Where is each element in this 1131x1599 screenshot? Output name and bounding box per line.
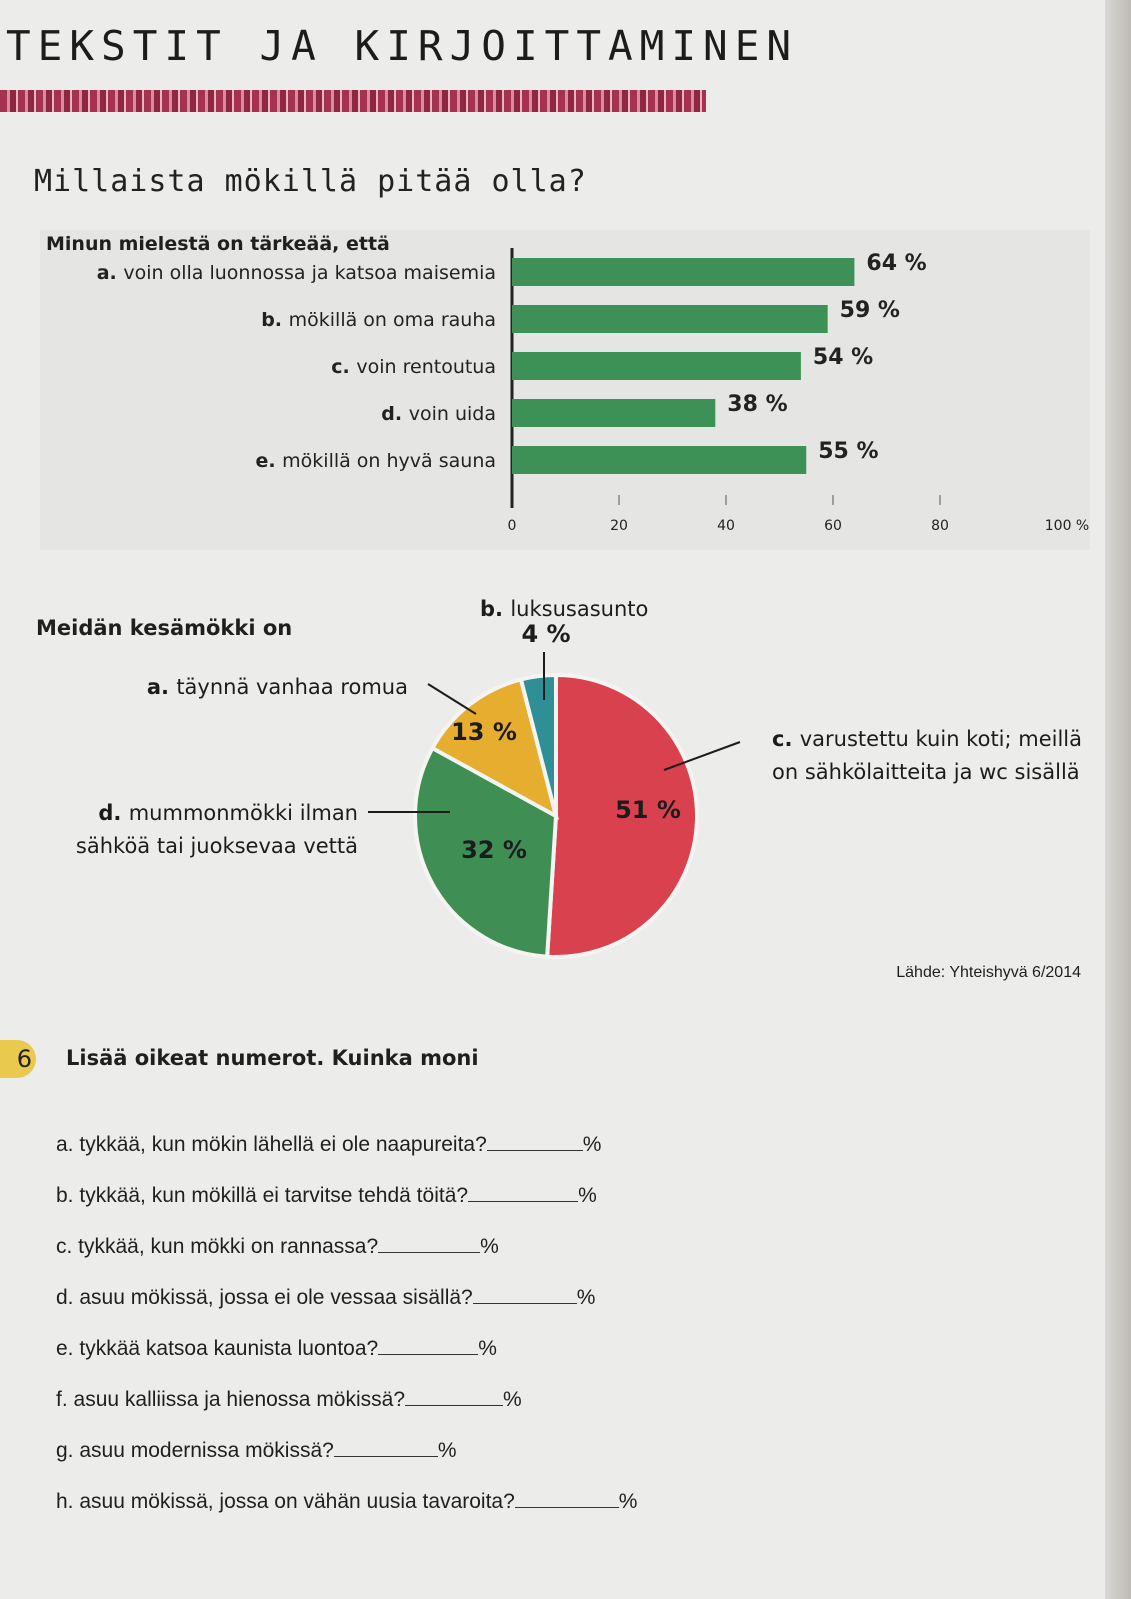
question-item bbox=[56, 1489, 637, 1514]
unit-label: % bbox=[582, 1133, 602, 1156]
pie-value-label: 51 % bbox=[615, 796, 681, 824]
bar-chart bbox=[0, 240, 1131, 540]
bar-axis-tick-label: 100 % bbox=[1044, 518, 1090, 534]
bar-category-label: e. mökillä on hyvä sauna bbox=[255, 450, 496, 472]
bar-axis-tick-label: 80 bbox=[931, 518, 949, 534]
pie-chart bbox=[0, 580, 1131, 980]
answer-blank[interactable] bbox=[515, 1489, 619, 1508]
pie-category-label: on sähkölaitteita ja wc sisällä bbox=[772, 760, 1080, 784]
pie-value-label: 4 % bbox=[521, 620, 571, 648]
question-text: tykkää, kun mökki on rannassa? bbox=[78, 1235, 379, 1258]
answer-blank[interactable] bbox=[405, 1387, 503, 1406]
bar bbox=[512, 352, 801, 380]
question-text: asuu mökissä, jossa on vähän uusia tavaroita? bbox=[79, 1490, 515, 1513]
pie-category-label: b. luksusasunto bbox=[480, 597, 649, 621]
pie-value-label: 32 % bbox=[461, 836, 527, 864]
pie-category-label: d. mummonmökki ilman bbox=[98, 801, 358, 825]
unit-label: % bbox=[578, 1184, 597, 1207]
bar-axis-tick-label: 0 bbox=[507, 518, 517, 534]
answer-blank[interactable] bbox=[378, 1336, 478, 1355]
question-letter: g. bbox=[56, 1439, 80, 1462]
question-text: tykkää, kun mökin lähellä ei ole naapureita? bbox=[79, 1133, 487, 1156]
bar bbox=[512, 446, 806, 474]
pie-category-label: a. täynnä vanhaa romua bbox=[146, 675, 408, 699]
exercise-number-badge: 6 bbox=[0, 1040, 36, 1078]
bar-value-label: 54 % bbox=[812, 345, 874, 370]
decorative-pattern-band bbox=[0, 90, 706, 112]
bar-category-label: d. voin uida bbox=[381, 403, 496, 425]
unit-label: % bbox=[503, 1388, 522, 1411]
bar-axis-tick-label: 40 bbox=[717, 518, 735, 534]
pie-leader-line bbox=[428, 684, 476, 714]
question-text: asuu mökissä, jossa ei ole vessaa sisällä? bbox=[79, 1286, 473, 1309]
bar-axis-tick-label: 60 bbox=[824, 518, 842, 534]
unit-label: % bbox=[480, 1235, 499, 1258]
pie-value-label: 13 % bbox=[451, 718, 517, 746]
question-text: asuu kalliissa ja hienossa mökissä? bbox=[73, 1388, 406, 1411]
bar-value-label: 59 % bbox=[839, 298, 900, 323]
bar-value-label: 55 % bbox=[818, 439, 879, 464]
question-item bbox=[56, 1336, 497, 1361]
question-letter: d. bbox=[56, 1286, 80, 1309]
bar bbox=[512, 258, 854, 286]
question-text: tykkää, kun mökillä ei tarvitse tehdä töitä? bbox=[79, 1184, 469, 1207]
question-letter: f. bbox=[56, 1388, 74, 1411]
question-item bbox=[56, 1132, 601, 1157]
unit-label: % bbox=[576, 1286, 596, 1309]
answer-blank[interactable] bbox=[468, 1183, 578, 1202]
question-item bbox=[56, 1234, 499, 1259]
answer-blank[interactable] bbox=[473, 1285, 577, 1304]
answer-blank[interactable] bbox=[487, 1132, 583, 1151]
question-text: asuu modernissa mökissä? bbox=[79, 1439, 334, 1462]
question-letter: b. bbox=[56, 1184, 80, 1207]
source-note: Lähde: Yhteishyvä 6/2014 bbox=[896, 964, 1081, 981]
bar bbox=[512, 305, 828, 333]
unit-label: % bbox=[618, 1490, 638, 1513]
answer-blank[interactable] bbox=[378, 1234, 480, 1253]
pie-category-label: sähköä tai juoksevaa vettä bbox=[75, 834, 358, 858]
bar bbox=[512, 399, 715, 427]
question-item bbox=[56, 1438, 457, 1463]
question-letter: e. bbox=[56, 1337, 80, 1360]
question-text: tykkää katsoa kaunista luontoa? bbox=[79, 1337, 379, 1360]
bar-category-label: b. mökillä on oma rauha bbox=[261, 309, 496, 331]
question-letter: a. bbox=[56, 1133, 80, 1156]
section-title: TEKSTIT JA KIRJOITTAMINEN bbox=[6, 22, 799, 70]
bar-value-label: 38 % bbox=[727, 392, 788, 417]
page-subtitle: Millaista mökillä pitää olla? bbox=[34, 164, 587, 199]
unit-label: % bbox=[437, 1439, 457, 1462]
bar-axis-tick-label: 20 bbox=[610, 518, 628, 534]
question-letter: h. bbox=[56, 1490, 80, 1513]
question-item bbox=[56, 1387, 522, 1412]
bar-category-label: c. voin rentoutua bbox=[331, 356, 496, 378]
question-item bbox=[56, 1285, 595, 1310]
bar-chart-title: Minun mielestä on tärkeää, että bbox=[46, 233, 390, 255]
bar-category-label: a. voin olla luonnossa ja katsoa maisemia bbox=[96, 262, 496, 284]
pie-chart-title: Meidän kesämökki on bbox=[36, 616, 293, 640]
question-item bbox=[56, 1183, 597, 1208]
answer-blank[interactable] bbox=[334, 1438, 438, 1457]
exercise-title: Lisää oikeat numerot. Kuinka moni bbox=[66, 1046, 479, 1070]
pie-category-label: c. varustettu kuin koti; meillä bbox=[772, 727, 1083, 751]
unit-label: % bbox=[478, 1337, 497, 1360]
question-letter: c. bbox=[56, 1235, 79, 1258]
bar-value-label: 64 % bbox=[866, 251, 927, 276]
